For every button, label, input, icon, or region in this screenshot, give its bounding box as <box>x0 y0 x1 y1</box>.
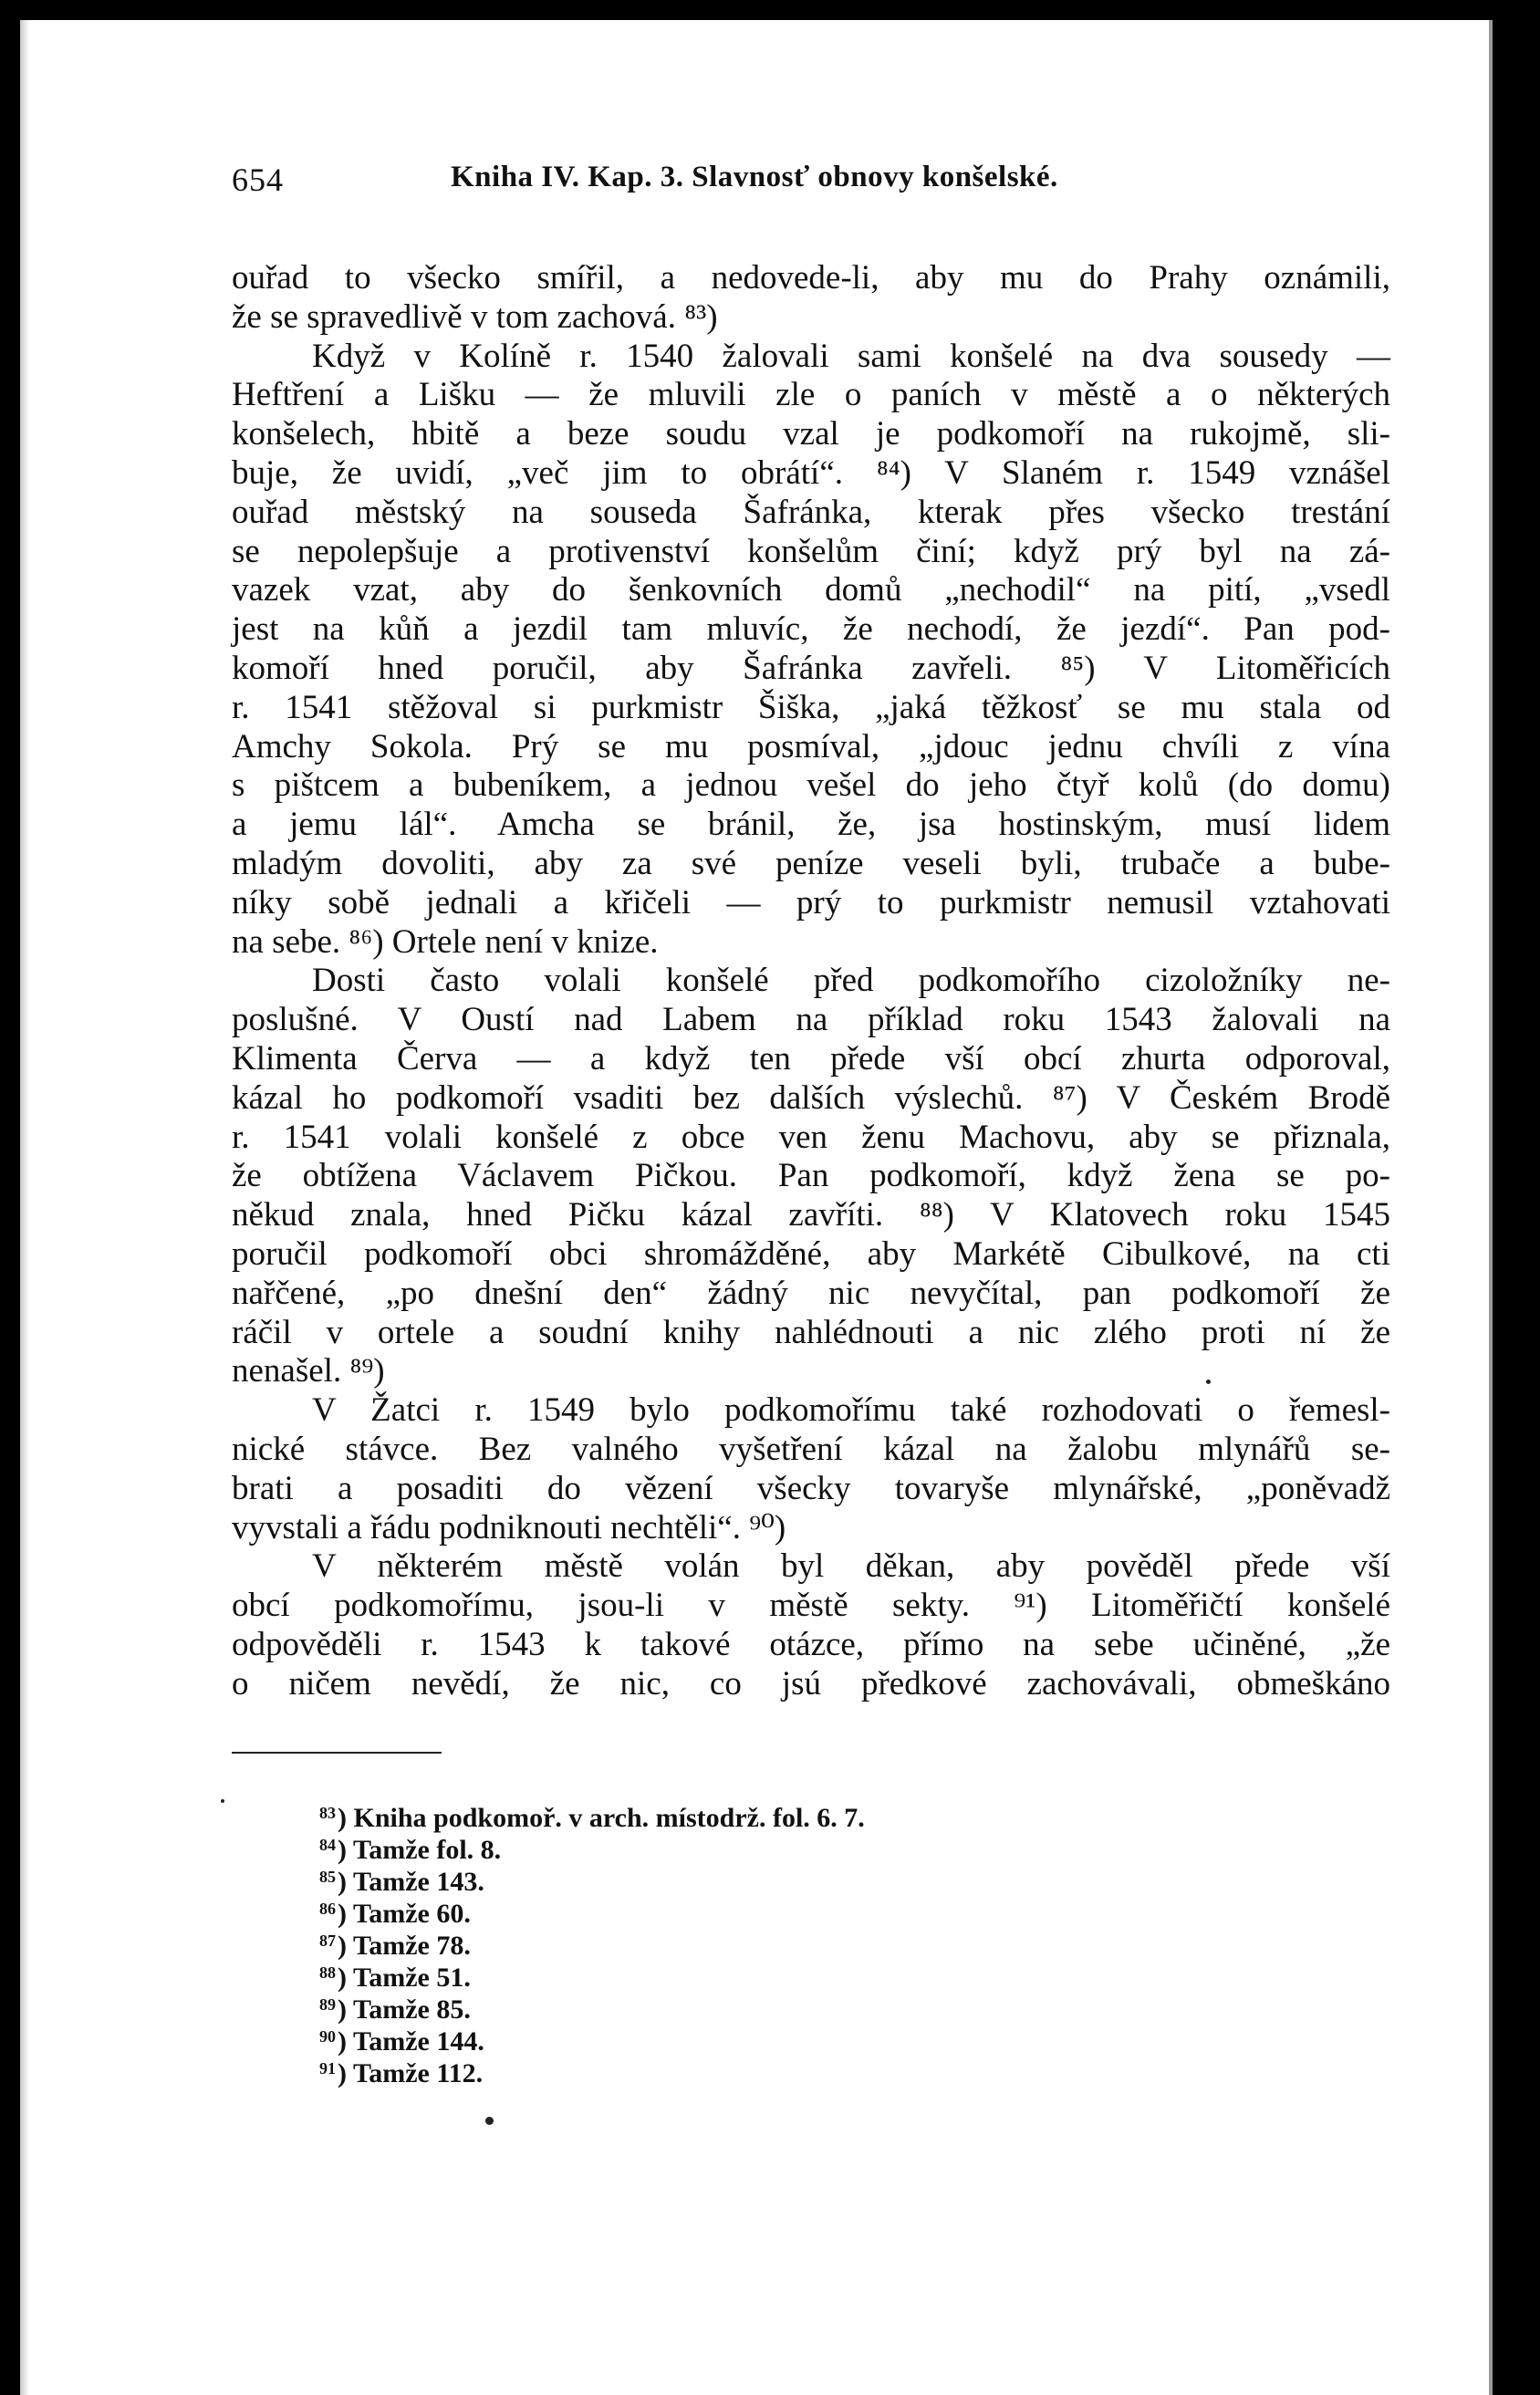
footnote-number: 87 <box>319 1932 336 1950</box>
text-line: nenašel. ⁸⁹) <box>232 1352 385 1390</box>
footnote-text: Tamže 78. <box>352 1931 471 1961</box>
footnote: $^{84}$) Tamže fol. 8. <box>319 1835 502 1865</box>
footnote-number: 89 <box>319 1995 336 2014</box>
text-line: odpověděli r. 1543 k takové otázce, přímo na sebe učiněné, „že <box>232 1625 1390 1663</box>
text-line: ouřad městský na souseda Šafránka, kterak přes všecko trestání <box>232 493 1390 531</box>
footnote-text: Tamže 85. <box>352 1994 471 2025</box>
page-header <box>232 153 1390 208</box>
text-line: vazek vzat, aby do šenkovních domů „nechodil“ na pití, „vsedl <box>232 571 1390 609</box>
text-line: r. 1541 volali konšelé z obce ven ženu Machovu, aby se přiznala, <box>232 1118 1390 1156</box>
footnote-number: 91 <box>319 2059 336 2077</box>
text-line: obcí podkomořímu, jsou-li v městě sekty. ⁹¹) Litoměřičtí konšelé <box>232 1587 1390 1625</box>
footnote-number: 85 <box>319 1868 336 1886</box>
footnote-number: 86 <box>319 1900 336 1918</box>
text-line: V některém městě volán byl děkan, aby pověděl přede vší <box>312 1547 1390 1586</box>
text-line: někud znala, hned Pičku kázal zavříti. ⁸⁸) V Klatovech roku 1545 <box>232 1196 1390 1234</box>
print-speck <box>221 1799 224 1803</box>
print-speck <box>485 2117 494 2125</box>
text-line: na sebe. ⁸⁶) Ortele není v knize. <box>232 922 659 961</box>
footnote: $^{91}$) Tamže 112. <box>319 2058 484 2088</box>
print-speck <box>1206 1380 1211 1384</box>
text-line: níky sobě jednali a křičeli — prý to purkmistr nemusil vztahovati <box>232 883 1390 922</box>
footnote: $^{86}$) Tamže 60. <box>319 1899 471 1929</box>
text-line: V Žatci r. 1549 bylo podkomořímu také rozhodovati o řemesl- <box>312 1391 1390 1430</box>
text-line: nařčené, „po dnešní den“ žádný nic nevyčítal, pan podkomoří že <box>232 1274 1390 1312</box>
text-line: poslušné. V Oustí nad Labem na příklad roku 1543 žalovali na <box>232 1001 1390 1039</box>
text-line: buje, že uvidí, „več jim to obrátí“. ⁸⁴) V Slaném r. 1549 vznášel <box>232 453 1390 492</box>
text-line: o ničem nevědí, že nic, co jsú předkové zachovávali, obmeškáno <box>232 1664 1390 1703</box>
text-line: Když v Kolíně r. 1540 žalovali sami konšelé na dva sousedy — <box>312 337 1390 375</box>
footnote: $^{87}$) Tamže 78. <box>319 1931 471 1961</box>
text-line: a jemu lál“. Amcha se bránil, že, jsa hostinským, musí lidem <box>232 806 1390 844</box>
footnote: $^{90}$) Tamže 144. <box>319 2026 484 2057</box>
text-line: Dosti často volali konšelé před podkomořího cizoložníky ne- <box>312 962 1390 1000</box>
footnote-text: Tamže 143. <box>352 1867 484 1897</box>
footnote-text: Kniha podkomoř. v arch. místodrž. fol. 6. 7. <box>353 1803 865 1833</box>
text-line: že obtížena Václavem Pičkou. Pan podkomoří, když žena se po- <box>232 1157 1390 1195</box>
footnote: $^{85}$) Tamže 143. <box>319 1867 484 1897</box>
text-line: že se spravedlivě v tom zachová. ⁸³) <box>232 297 718 336</box>
footnote-text: Tamže 112. <box>352 2058 484 2088</box>
text-line: vyvstali a řádu podniknouti nechtěli“. ⁹⁰) <box>232 1508 786 1546</box>
text-line: kázal ho podkomoří vsaditi bez dalších výslechů. ⁸⁷) V Českém Brodě <box>232 1078 1390 1117</box>
text-line: nické stávce. Bez valného vyšetření kázal na žalobu mlynářů se- <box>232 1430 1390 1468</box>
footnote: $^{88}$) Tamže 51. <box>319 1963 471 1993</box>
text-line: Amchy Sokola. Prý se mu posmíval, „jdouc jednu chvíli z vína <box>232 727 1390 765</box>
text-line: poručil podkomoří obci shromážděné, aby Markétě Cibulkové, na cti <box>232 1234 1390 1273</box>
body-text <box>232 259 1390 1703</box>
page-edge-shadow <box>1489 20 1493 2395</box>
footnote: $^{83}$) Kniha podkomoř. v arch. místodrž. fol. 6. 7. <box>319 1803 865 1833</box>
text-line: ouřad to všecko smířil, a nedovede-li, aby mu do Prahy oznámili, <box>232 259 1390 297</box>
footnote-number: 90 <box>319 2027 336 2046</box>
footnotes <box>319 1797 1140 2088</box>
text-line: brati a posaditi do vězení všecky tovaryše mlynářské, „poněvadž <box>232 1469 1390 1507</box>
text-line: komoří hned poručil, aby Šafránka zavřeli. ⁸⁵) V Litoměřicích <box>232 649 1390 687</box>
footnote: $^{89}$) Tamže 85. <box>319 1994 471 2025</box>
text-line: jest na kůň a jezdil tam mluvíc, že nechodí, že jezdí“. Pan pod- <box>232 610 1390 649</box>
footnote-text: Tamže fol. 8. <box>352 1835 502 1865</box>
text-line: konšelech, hbitě a beze soudu vzal je podkomoří na rukojmě, sli- <box>232 415 1390 453</box>
text-line: mladým dovoliti, aby za své peníze veseli byli, trubače a bube- <box>232 844 1390 882</box>
footnote-number: 88 <box>319 1963 336 1982</box>
footnote-number: 84 <box>319 1836 336 1854</box>
footnote-rule <box>232 1752 442 1754</box>
text-line: Klimenta Červa — a když ten přede vší obcí zhurta odporoval, <box>232 1039 1390 1078</box>
footnote-text: Tamže 51. <box>352 1963 471 1993</box>
text-line: ráčil v ortele a soudní knihy nahlédnouti a nic zlého proti ní že <box>232 1313 1390 1351</box>
footnote-text: Tamže 144. <box>352 2026 484 2057</box>
book-page <box>20 20 1493 2395</box>
text-line: s pištcem a bubeníkem, a jednou vešel do jeho čtyř kolů (do domu) <box>232 766 1390 805</box>
footnote-text: Tamže 60. <box>352 1899 471 1929</box>
running-title: Kniha IV. Kap. 3. Slavnosť obnovy konšelské. <box>451 161 1058 193</box>
page-number: 654 <box>232 161 284 198</box>
text-line: r. 1541 stěžoval si purkmistr Šiška, „jaká těžkosť se mu stala od <box>232 688 1390 726</box>
text-line: Heftření a Lišku — že mluvili zle o paních v městě a o některých <box>232 376 1390 414</box>
text-line: se nepolepšuje a protivenství konšelům činí; když prý byl na zá- <box>232 532 1390 570</box>
footnote-number: 83 <box>319 1804 336 1822</box>
